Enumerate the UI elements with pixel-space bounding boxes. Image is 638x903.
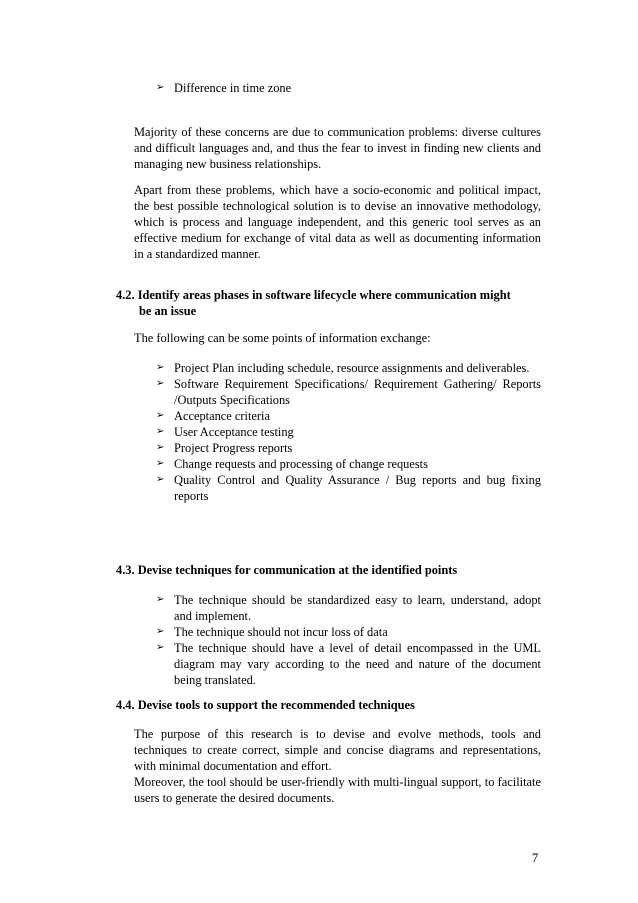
list-item: ➢ Acceptance criteria — [156, 409, 270, 423]
list-item: ➢ Difference in time zone — [156, 81, 292, 95]
paragraph-concerns: Majority of these concerns are due to communication problems: diverse cultures and difficult languages and, and thus the fear to invest in finding new clients and managing new business relationships. — [134, 125, 541, 171]
list-item: ➢ Project Progress reports — [156, 441, 293, 455]
intro-bullet-list — [156, 80, 541, 96]
section-4-2-list — [156, 360, 541, 504]
arrow-bullet-icon: ➢ — [156, 378, 165, 389]
section-4-3-list — [156, 592, 541, 688]
arrow-bullet-icon: ➢ — [156, 426, 165, 437]
section-4-4-heading: 4.4. Devise tools to support the recommended techniques — [116, 698, 415, 712]
list-item: ➢ Project Plan including schedule, resource assignments and deliverables. — [156, 361, 530, 375]
arrow-bullet-icon: ➢ — [156, 626, 165, 637]
arrow-bullet-icon: ➢ — [156, 458, 165, 469]
section-4-2-heading-cont: be an issue — [139, 304, 197, 318]
list-item: ➢ The technique should have a level of detail encompassed in the UML diagram may vary according to the need and nature of the document being translated. — [156, 641, 541, 687]
page-number: 7 — [532, 851, 539, 865]
arrow-bullet-icon: ➢ — [156, 642, 165, 653]
arrow-bullet-icon: ➢ — [156, 82, 165, 93]
list-item: ➢ User Acceptance testing — [156, 425, 294, 439]
arrow-bullet-icon: ➢ — [156, 410, 165, 421]
list-item: ➢ Change requests and processing of change requests — [156, 457, 428, 471]
section-4-4-paragraph-purpose: The purpose of this research is to devise and evolve methods, tools and techniques to create correct, simple and concise diagrams and representations, with minimal documentation and effort. — [134, 727, 541, 773]
list-item: ➢ The technique should not incur loss of data — [156, 625, 388, 639]
list-item: ➢ Software Requirement Specifications/ Requirement Gathering/ Reports /Outputs Specifications — [156, 377, 541, 407]
section-4-2-intro: The following can be some points of information exchange: — [134, 331, 431, 345]
section-4-4-paragraph-tool: Moreover, the tool should be user-friendly with multi-lingual support, to facilitate users to generate the desired documents. — [134, 775, 541, 805]
arrow-bullet-icon: ➢ — [156, 362, 165, 373]
list-item: ➢ The technique should be standardized easy to learn, understand, adopt and implement. — [156, 593, 541, 623]
arrow-bullet-icon: ➢ — [156, 442, 165, 453]
arrow-bullet-icon: ➢ — [156, 474, 165, 485]
paragraph-solution: Apart from these problems, which have a socio-economic and political impact, the best possible technological solution is to devise an innovative methodology, which is process and language independent, and this generic tool serves as an effective medium for exchange of vital data as well as documenting information in a standardized manner. — [134, 183, 541, 261]
section-4-2-heading: 4.2. Identify areas phases in software lifecycle where communication might — [116, 288, 511, 302]
list-item: ➢ Quality Control and Quality Assurance / Bug reports and bug fixing reports — [156, 473, 541, 503]
arrow-bullet-icon: ➢ — [156, 594, 165, 605]
section-4-3-heading: 4.3. Devise techniques for communication at the identified points — [116, 563, 458, 577]
